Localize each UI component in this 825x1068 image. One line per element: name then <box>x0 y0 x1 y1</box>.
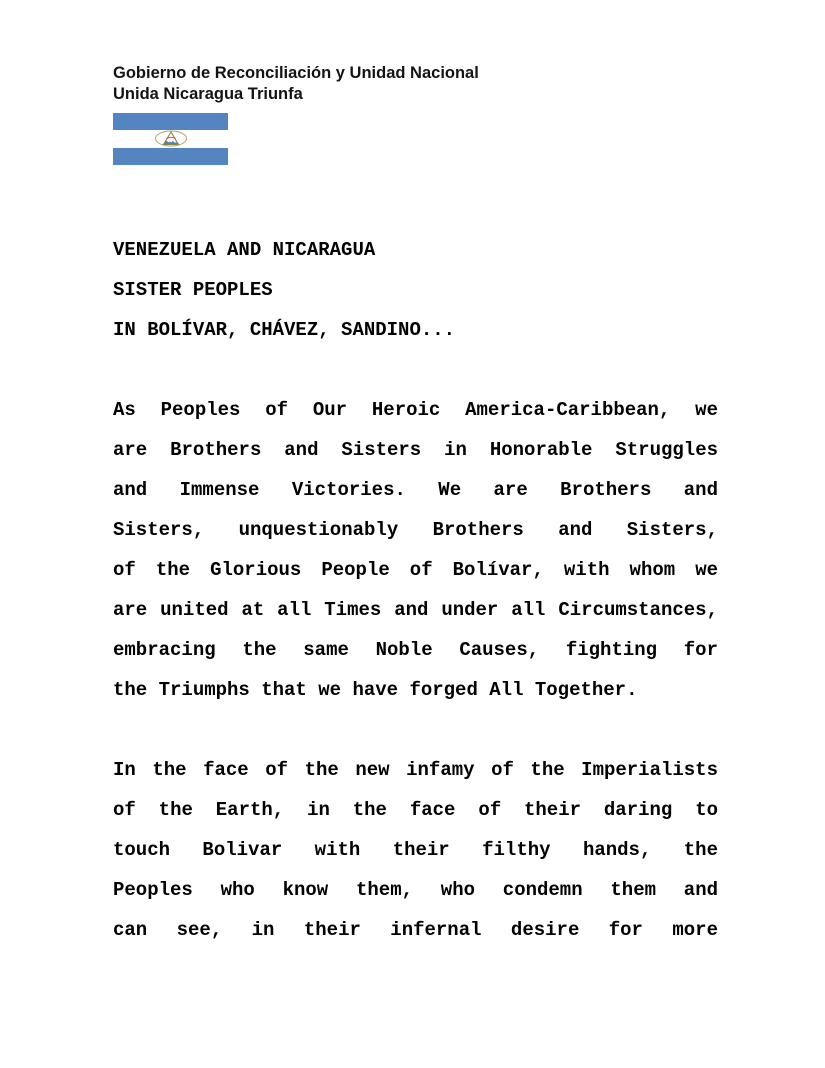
flag-stripe-bottom <box>113 148 228 165</box>
text-line: As Peoples of Our Heroic America-Caribbean, we <box>113 399 718 421</box>
text-line: embracing the same Noble Causes, fighting for <box>113 639 718 661</box>
text-line: are Brothers and Sisters in Honorable Struggles <box>113 439 718 461</box>
text-line: Peoples who know them, who condemn them and <box>113 879 718 901</box>
text-line: of the Glorious People of Bolívar, with whom we <box>113 559 718 581</box>
paragraph-2 <box>113 750 718 950</box>
text-line: of the Earth, in the face of their daring to <box>113 799 718 821</box>
flag-stripe-top <box>113 113 228 130</box>
document-body <box>113 230 718 950</box>
nicaragua-flag <box>113 113 228 165</box>
paragraph-1 <box>113 390 718 710</box>
flag-stripe-middle <box>113 130 228 147</box>
text-line: the Triumphs that we have forged All Together. <box>113 679 638 701</box>
flag-coat-of-arms-icon <box>153 130 189 147</box>
text-line: Sisters, unquestionably Brothers and Sisters, <box>113 519 718 541</box>
letterhead-line-2: Unida Nicaragua Triunfa <box>113 85 303 103</box>
text-line: can see, in their infernal desire for more <box>113 919 718 941</box>
letterhead-line-1: Gobierno de Reconciliación y Unidad Nacional <box>113 64 479 82</box>
text-line: are united at all Times and under all Circumstances, <box>113 599 718 621</box>
text-line: and Immense Victories. We are Brothers and <box>113 479 718 501</box>
text-line: touch Bolivar with their filthy hands, the <box>113 839 718 861</box>
title-line-3: IN BOLÍVAR, CHÁVEZ, SANDINO... <box>113 319 456 341</box>
letterhead <box>113 63 479 105</box>
title-line-1: VENEZUELA AND NICARAGUA <box>113 239 376 261</box>
text-line: In the face of the new infamy of the Imperialists <box>113 759 718 781</box>
document-title <box>113 230 718 350</box>
title-line-2: SISTER PEOPLES <box>113 279 273 301</box>
